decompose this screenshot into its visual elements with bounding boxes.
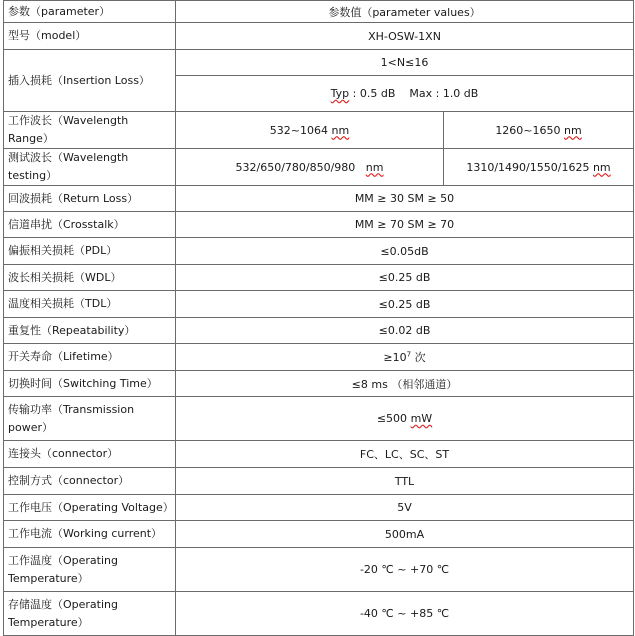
table-row <box>4 371 634 397</box>
connector-label: 连接头（connector） <box>4 441 176 468</box>
crosstalk-value: MM ≥ 70 SM ≥ 70 <box>176 212 634 238</box>
table-row <box>4 592 634 636</box>
working-current-label: 工作电流（Working current） <box>4 521 176 548</box>
table-row <box>4 441 634 468</box>
wavelength-testing-sm: 1310/1490/1550/1625 nm <box>444 149 634 186</box>
connector-value: FC、LC、SC、ST <box>176 441 634 468</box>
control-label: 控制方式（connector） <box>4 468 176 495</box>
wavelength-range-mm: 532~1064 nm <box>176 112 444 149</box>
table-row <box>4 344 634 371</box>
table-row <box>4 291 634 318</box>
table-row <box>4 521 634 548</box>
table-row <box>4 1 634 23</box>
pdl-value: ≤0.05dB <box>176 238 634 265</box>
lifetime-label: 开关寿命（Lifetime） <box>4 344 176 371</box>
transmission-power-label: 传输功率（Transmission power） <box>4 397 176 441</box>
table-row <box>4 548 634 592</box>
typ-value: : 0.5 dB <box>349 87 396 100</box>
operating-temperature-value: -20 ℃ ~ +70 ℃ <box>176 548 634 592</box>
table-row <box>4 23 634 50</box>
table-row <box>4 212 634 238</box>
wavelength-range-label: 工作波长（Wavelength Range） <box>4 112 176 149</box>
model-value: XH-OSW-1XN <box>176 23 634 50</box>
max-value: Max : 1.0 dB <box>409 87 479 100</box>
table-row <box>4 495 634 521</box>
spec-table <box>3 0 634 636</box>
wavelength-testing-label: 测试波长（Wavelength testing） <box>4 149 176 186</box>
switching-time-value: ≤8 ms （相邻通道） <box>176 371 634 397</box>
model-label: 型号（model） <box>4 23 176 50</box>
table-row <box>4 468 634 495</box>
return-loss-label: 回波损耗（Return Loss） <box>4 186 176 212</box>
table-row <box>4 238 634 265</box>
operating-voltage-value: 5V <box>176 495 634 521</box>
repeatability-value: ≤0.02 dB <box>176 318 634 344</box>
table-row <box>4 112 634 149</box>
table-row <box>4 149 634 186</box>
tdl-value: ≤0.25 dB <box>176 291 634 318</box>
wdl-value: ≤0.25 dB <box>176 265 634 291</box>
typ-label: Typ <box>330 87 350 100</box>
table-row <box>4 318 634 344</box>
insertion-loss-label: 插入损耗（Insertion Loss） <box>4 50 176 112</box>
working-current-value: 500mA <box>176 521 634 548</box>
wavelength-range-sm: 1260~1650 nm <box>444 112 634 149</box>
return-loss-value: MM ≥ 30 SM ≥ 50 <box>176 186 634 212</box>
pdl-label: 偏振相关损耗（PDL） <box>4 238 176 265</box>
header-parameter: 参数（parameter） <box>4 1 176 23</box>
insertion-loss-range: 1<N≤16 <box>176 50 634 76</box>
control-value: TTL <box>176 468 634 495</box>
operating-voltage-label: 工作电压（Operating Voltage） <box>4 495 176 521</box>
insertion-loss-values <box>176 76 634 112</box>
transmission-power-value: ≤500 mW <box>176 397 634 441</box>
table-row <box>4 265 634 291</box>
table-row <box>4 186 634 212</box>
storage-temperature-value: -40 ℃ ~ +85 ℃ <box>176 592 634 636</box>
operating-temperature-label: 工作温度（Operating Temperature） <box>4 548 176 592</box>
table-row <box>4 397 634 441</box>
wavelength-testing-mm: 532/650/780/850/980 nm <box>176 149 444 186</box>
storage-temperature-label: 存储温度（Operating Temperature） <box>4 592 176 636</box>
switching-time-label: 切换时间（Switching Time） <box>4 371 176 397</box>
repeatability-label: 重复性（Repeatability） <box>4 318 176 344</box>
table-row <box>4 50 634 76</box>
lifetime-value: $\ge 10^7$ 次 <box>176 344 634 371</box>
header-values: 参数值（parameter values） <box>176 1 634 23</box>
crosstalk-label: 信道串扰（Crosstalk） <box>4 212 176 238</box>
wdl-label: 波长相关损耗（WDL） <box>4 265 176 291</box>
tdl-label: 温度相关损耗（TDL） <box>4 291 176 318</box>
